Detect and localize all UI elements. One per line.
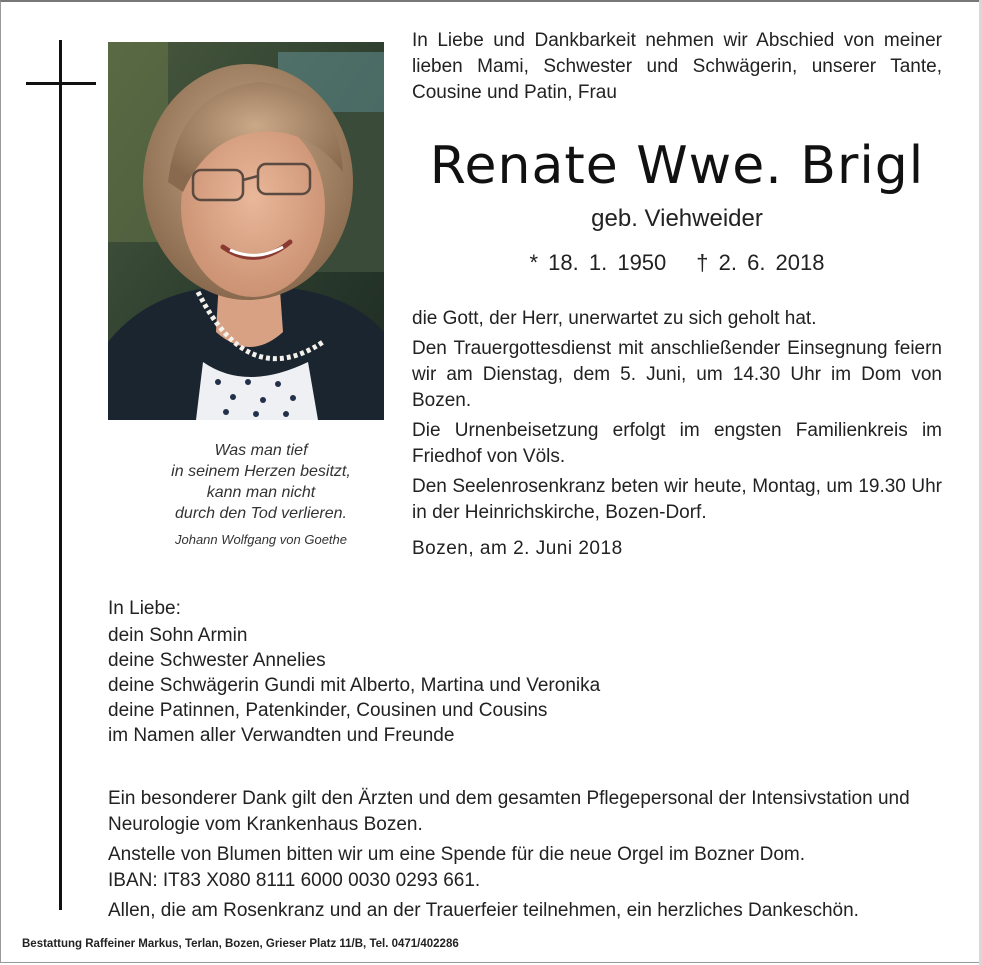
quote-line: durch den Tod verlieren.: [175, 505, 347, 522]
quote-line: kann man nicht: [206, 484, 316, 501]
mourners-heading: In Liebe:: [108, 598, 181, 619]
announcement-body: [412, 306, 942, 566]
mourners-list: [108, 596, 938, 748]
thanks-paragraph: Ein besonderer Dank gilt den Ärzten und dem gesamten Pflegepersonal der Intensivstation und Neurologie vom Krankenhaus Bozen.: [108, 788, 910, 835]
mourner-line: deine Schwester Annelies: [108, 650, 326, 671]
funeral-home-footer: Bestattung Raffeiner Markus, Terlan, Bozen, Grieser Platz 11/B, Tel. 0471/402286: [22, 938, 459, 950]
quote-line: in seinem Herzen besitzt,: [171, 463, 351, 480]
rosary-paragraph: Den Seelenrosenkranz beten wir heute, Montag, um 19.30 Uhr in der Heinrichskirche, Bozen-Dorf.: [412, 476, 942, 523]
mourner-line: dein Sohn Armin: [108, 625, 248, 646]
donation-text: Anstelle von Blumen bitten wir um eine Spende für die neue Orgel im Bozner Dom.: [108, 844, 806, 865]
closing-thanks: Allen, die am Rosenkranz und an der Trauerfeier teilnehmen, ein herzliches Dankeschön.: [108, 900, 859, 921]
mourner-line: deine Patinnen, Patenkinder, Cousinen und Cousins: [108, 700, 548, 721]
place-date: Bozen, am 2. Juni 2018: [412, 538, 623, 559]
life-dates: [412, 250, 942, 276]
intro-text: In Liebe und Dankbarkeit nehmen wir Abschied von meiner lieben Mami, Schwester und Schwägerin, unserer Tante, Cousine und Patin, Frau: [412, 30, 942, 103]
death-date: † 2. 6. 2018: [696, 250, 825, 275]
portrait-photo: [108, 42, 384, 420]
cross-icon-vertical: [59, 40, 62, 910]
cross-icon-horizontal: [26, 82, 96, 85]
deceased-name: Renate Wwe. Brigl: [429, 136, 925, 196]
mourner-line: deine Schwägerin Gundi mit Alberto, Martina und Veronika: [108, 675, 601, 696]
burial-paragraph: Die Urnenbeisetzung erfolgt im engsten Familienkreis im Friedhof von Völs.: [412, 420, 942, 467]
body-paragraph: die Gott, der Herr, unerwartet zu sich geholt hat.: [412, 308, 817, 329]
funeral-service-paragraph: Den Trauergottesdienst mit anschließender Einsegnung feiern wir am Dienstag, dem 5. Juni, um 14.30 Uhr im Dom von Bozen.: [412, 338, 942, 411]
mourner-line: im Namen aller Verwandten und Freunde: [108, 725, 455, 746]
quote-line: Was man tief: [214, 442, 308, 459]
iban-text: IBAN: IT83 X080 8111 6000 0030 0293 661.: [108, 870, 481, 891]
goethe-quote: [108, 440, 414, 550]
maiden-name: geb. Viehweider: [591, 205, 763, 232]
quote-author: Johann Wolfgang von Goethe: [174, 532, 347, 547]
donation-paragraph: [108, 842, 944, 894]
thanks-section: [108, 786, 944, 928]
birth-date: * 18. 1. 1950: [529, 250, 667, 275]
